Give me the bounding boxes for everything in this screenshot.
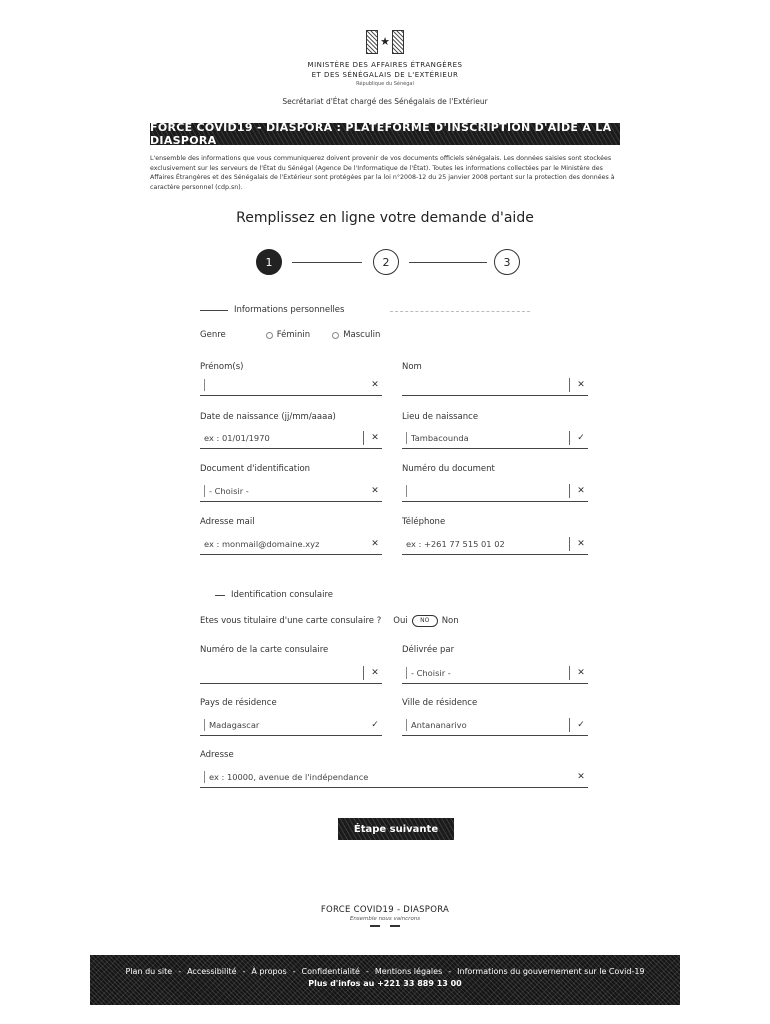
footer-bar [90,955,680,1005]
site-header [0,30,770,106]
step-connector [409,262,487,263]
footer-link-legal[interactable]: Mentions légales [374,967,443,976]
section-personal-title: Informations personnelles [234,305,345,315]
prenom-label: Prénom(s) [200,362,244,372]
nom-field[interactable] [402,374,588,396]
nom-label: Nom [402,362,422,372]
city-field[interactable]: Antananarivo ✓ [402,714,588,736]
doc-label: Document d'identification [200,464,311,474]
step-3: 3 [494,249,520,275]
check-icon: ✓ [371,719,379,730]
doc-select[interactable]: - Choisir - ✕ [200,480,382,502]
footer-link-covid-info[interactable]: Informations du gouvernement sur le Covid-19 [457,967,645,976]
city-label: Ville de résidence [402,698,478,708]
genre-row [200,330,380,340]
government-emblem: ★ [365,30,405,56]
dob-field[interactable]: ex : 01/01/1970 ✕ [200,427,382,449]
clear-icon[interactable]: ✕ [371,379,379,390]
clear-icon[interactable]: ✕ [577,485,585,496]
next-step-button[interactable]: Étape suivante [338,818,454,840]
consular-no-label: Non [441,616,459,626]
consular-card-question-row [200,615,459,627]
genre-feminin-label: Féminin [276,330,311,340]
step-connector [292,262,362,263]
clear-icon[interactable]: ✕ [371,538,379,549]
section-consular-legend [215,590,333,600]
intro-notice: L'ensemble des informations que vous communiquerez doivent provenir de vos documents officiels sénégalais. Les données saisies sont stockées exclusivement sur les serveurs de l'État du Sénégal (Agence De l'Informatique de l'État). Toutes les informations collectées par le Ministère des Affaires Étrangères et des Sénégalais de l'Extérieur sont protégées par la loi n°2008-12 du 25 janvier 2008 portant sur la protection des données à caractère personnel (cdp.sn). [150,155,615,191]
docnum-label: Numéro du document [402,464,495,474]
footer-link-about[interactable]: À propos [251,967,287,976]
footer-link-sitemap[interactable]: Plan du site [125,967,173,976]
consular-card-toggle[interactable]: NO [412,615,438,627]
country-label: Pays de résidence [200,698,277,708]
footer-flag-line [370,925,400,927]
genre-masculin-radio[interactable] [332,332,339,339]
section-consular-title: Identification consulaire [231,590,333,600]
ministry-name-line1: MINISTÈRE DES AFFAIRES ÉTRANGÈRES [307,61,463,69]
clear-icon[interactable]: ✕ [371,432,379,443]
consular-yes-label: Oui [393,616,408,626]
section-divider [390,311,530,312]
pob-label: Lieu de naissance [402,412,479,422]
address-label: Adresse [200,750,234,760]
check-icon: ✓ [577,432,585,443]
prenom-field[interactable] [200,374,382,396]
footer-brand [0,905,770,927]
page-title: Remplissez en ligne votre demande d'aide [236,210,534,226]
footer-brand-name: FORCE COVID19 - DIASPORA [320,905,450,915]
email-label: Adresse mail [200,517,255,527]
genre-masculin-label: Masculin [343,330,381,340]
ministry-country: République du Sénégal [356,81,414,87]
clear-icon[interactable]: ✕ [577,771,585,782]
ministry-name-line2: ET DES SÉNÉGALAIS DE L'EXTÉRIEUR [311,71,459,79]
genre-feminin-radio[interactable] [266,332,273,339]
card-number-label: Numéro de la carte consulaire [200,645,329,655]
check-icon: ✓ [577,719,585,730]
genre-label: Genre [200,330,226,340]
consular-card-question: Etes vous titulaire d'une carte consulaire ? [200,616,382,626]
clear-icon[interactable]: ✕ [371,485,379,496]
progress-stepper [256,249,520,277]
platform-banner [150,123,620,145]
issued-by-label: Délivrée par [402,645,455,655]
clear-icon[interactable]: ✕ [577,379,585,390]
email-field[interactable]: ex : monmail@domaine.xyz ✕ [200,533,382,555]
footer-tagline: Ensemble nous vaincrons [349,916,421,922]
footer-link-accessibility[interactable]: Accessibilité [187,967,237,976]
docnum-field[interactable] [402,480,588,502]
step-2: 2 [373,249,399,275]
step-1: 1 [256,249,282,275]
country-select[interactable]: Madagascar ✓ [200,714,382,736]
footer-links: Plan du site - Accessibilité - À propos - Confidentialité - Mentions légales - Informations du gouvernement sur le Covid-19 [125,967,645,976]
clear-icon[interactable]: ✕ [577,667,585,678]
dob-label: Date de naissance (jj/mm/aaaa) [200,412,336,422]
phone-field[interactable]: ex : +261 77 515 01 02 ✕ [402,533,588,555]
footer-link-privacy[interactable]: Confidentialité [301,967,360,976]
clear-icon[interactable]: ✕ [577,538,585,549]
clear-icon[interactable]: ✕ [371,667,379,678]
phone-label: Téléphone [402,517,446,527]
footer-contact-info: Plus d'infos au +221 33 889 13 00 [308,979,462,988]
card-number-field[interactable] [200,662,382,684]
issued-by-select[interactable]: - Choisir - ✕ [402,662,588,684]
address-field[interactable]: ex : 10000, avenue de l'indépendance ✕ [200,766,588,788]
section-personal-legend [200,305,344,315]
banner-title: FORCE COVID19 - DIASPORA : PLATEFORME D'INSCRIPTION D'AIDE À LA DIASPORA [150,121,612,147]
secretariat-name: Secrétariat d'État chargé des Sénégalais de l'Extérieur [282,97,488,106]
pob-field[interactable]: Tambacounda ✓ [402,427,588,449]
